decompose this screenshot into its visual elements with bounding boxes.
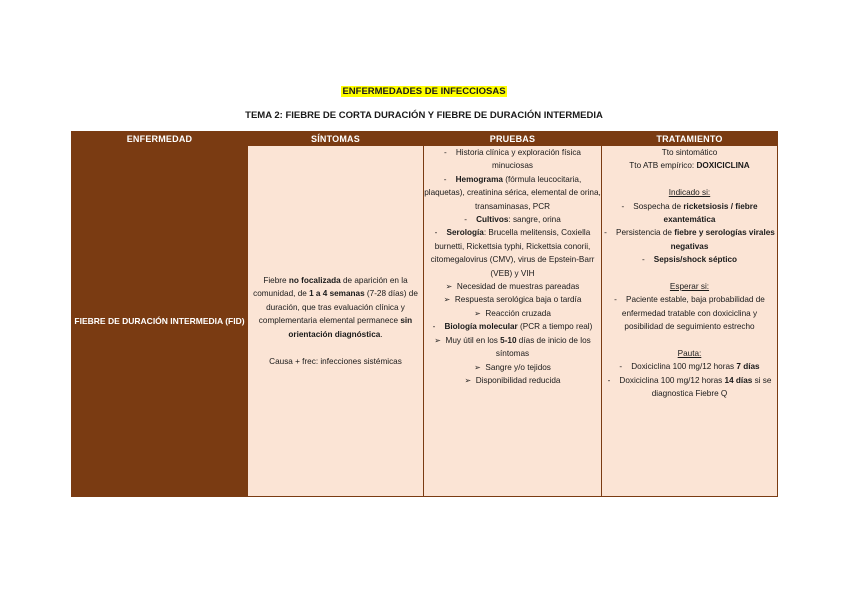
document-title: ENFERMEDADES DE INFECCIOSAS	[342, 86, 506, 97]
arrow-bullet-icon: ➢	[464, 375, 472, 385]
biologia-sub-item: ➢ Disponibilidad reducida	[464, 375, 561, 385]
arrow-bullet-icon: ➢	[474, 362, 481, 372]
serologia-sub-item: ➢ Necesidad de muestras pareadas	[445, 282, 580, 292]
pruebas-item-hemograma: - Hemograma (fórmula leucocitaria, plaquetas), creatinina sérica, elemental de orina, transaminasas, PCR	[424, 174, 601, 211]
arrow-bullet-icon: ➢	[445, 282, 453, 292]
table-row	[72, 146, 778, 497]
tratamiento-cell	[602, 146, 778, 497]
pruebas-item-historia: - Historia clínica y exploración física minuciosas	[444, 148, 581, 171]
pauta-heading: Pauta:	[677, 349, 702, 359]
pruebas-item-cultivos: - Cultivos: sangre, orina	[464, 215, 561, 225]
indicado-item: - Sepsis/shock séptico	[641, 255, 738, 265]
pauta-item: - Doxiciclina 100 mg/12 horas 7 días	[619, 362, 760, 372]
sintomas-cell	[248, 146, 424, 497]
table-header-row	[72, 132, 778, 146]
esperar-heading: Esperar si:	[669, 282, 710, 292]
header-sintomas: SÍNTOMAS	[248, 132, 424, 146]
tratamiento-empirico: Tto ATB empírico: DOXICICLINA	[629, 161, 750, 171]
arrow-bullet-icon: ➢	[474, 308, 481, 318]
arrow-bullet-icon: ➢	[434, 335, 441, 345]
pauta-item: - Doxiciclina 100 mg/12 horas 14 días si se diagnostica Fiebre Q	[607, 375, 772, 399]
tratamiento-sintomatico: Tto sintomático	[661, 148, 718, 157]
header-tratamiento: TRATAMIENTO	[602, 132, 778, 146]
sintomas-description: Fiebre no focalizada de aparición en la comunidad, de 1 a 4 semanas (7-28 días) de duración, que tras evaluación clínica y complementaria elemental permanece sin orientación diagnóstica.	[253, 276, 418, 339]
indicado-item: - Persistencia de fiebre y serologías virales negativas	[604, 228, 775, 251]
esperar-item: - Paciente estable, baja probabilidad de enfermedad tratable con doxiciclina y posibilidad de seguimiento estrecho	[614, 295, 765, 332]
indicado-heading: Indicado si:	[668, 188, 711, 198]
pruebas-item-serologia: - Serología: Brucella melitensis, Coxiella burnetti, Rickettsia typhi, Rickettsia conorii, citomegalovirus (CMV), virus de Epstein-Barr (VEB) y VIH	[430, 228, 595, 278]
pruebas-item-biologia: - Biología molecular (PCR a tiempo real)	[432, 322, 593, 332]
serologia-sub-item: ➢ Reacción cruzada	[474, 308, 551, 318]
header-enfermedad: ENFERMEDAD	[72, 132, 248, 146]
header-pruebas: PRUEBAS	[424, 132, 602, 146]
biologia-sub-item: ➢ Muy útil en los 5-10 días de inicio de los síntomas	[434, 335, 591, 359]
disease-table	[71, 131, 778, 497]
pruebas-cell	[424, 146, 602, 497]
arrow-bullet-icon: ➢	[443, 295, 451, 305]
disease-name: FIEBRE DE DURACIÓN INTERMEDIA (FID)	[72, 146, 248, 497]
sintomas-cause: Causa + frec: infecciones sistémicas	[269, 356, 402, 366]
serologia-sub-item: ➢ Respuesta serológica baja o tardía	[443, 295, 582, 305]
biologia-sub-item: ➢ Sangre y/o tejidos	[474, 362, 551, 372]
indicado-item: - Sospecha de ricketsiosis / fiebre exantemática	[621, 201, 758, 225]
document-subtitle: TEMA 2: FIEBRE DE CORTA DURACIÓN Y FIEBRE DE DURACIÓN INTERMEDIA	[245, 110, 603, 121]
